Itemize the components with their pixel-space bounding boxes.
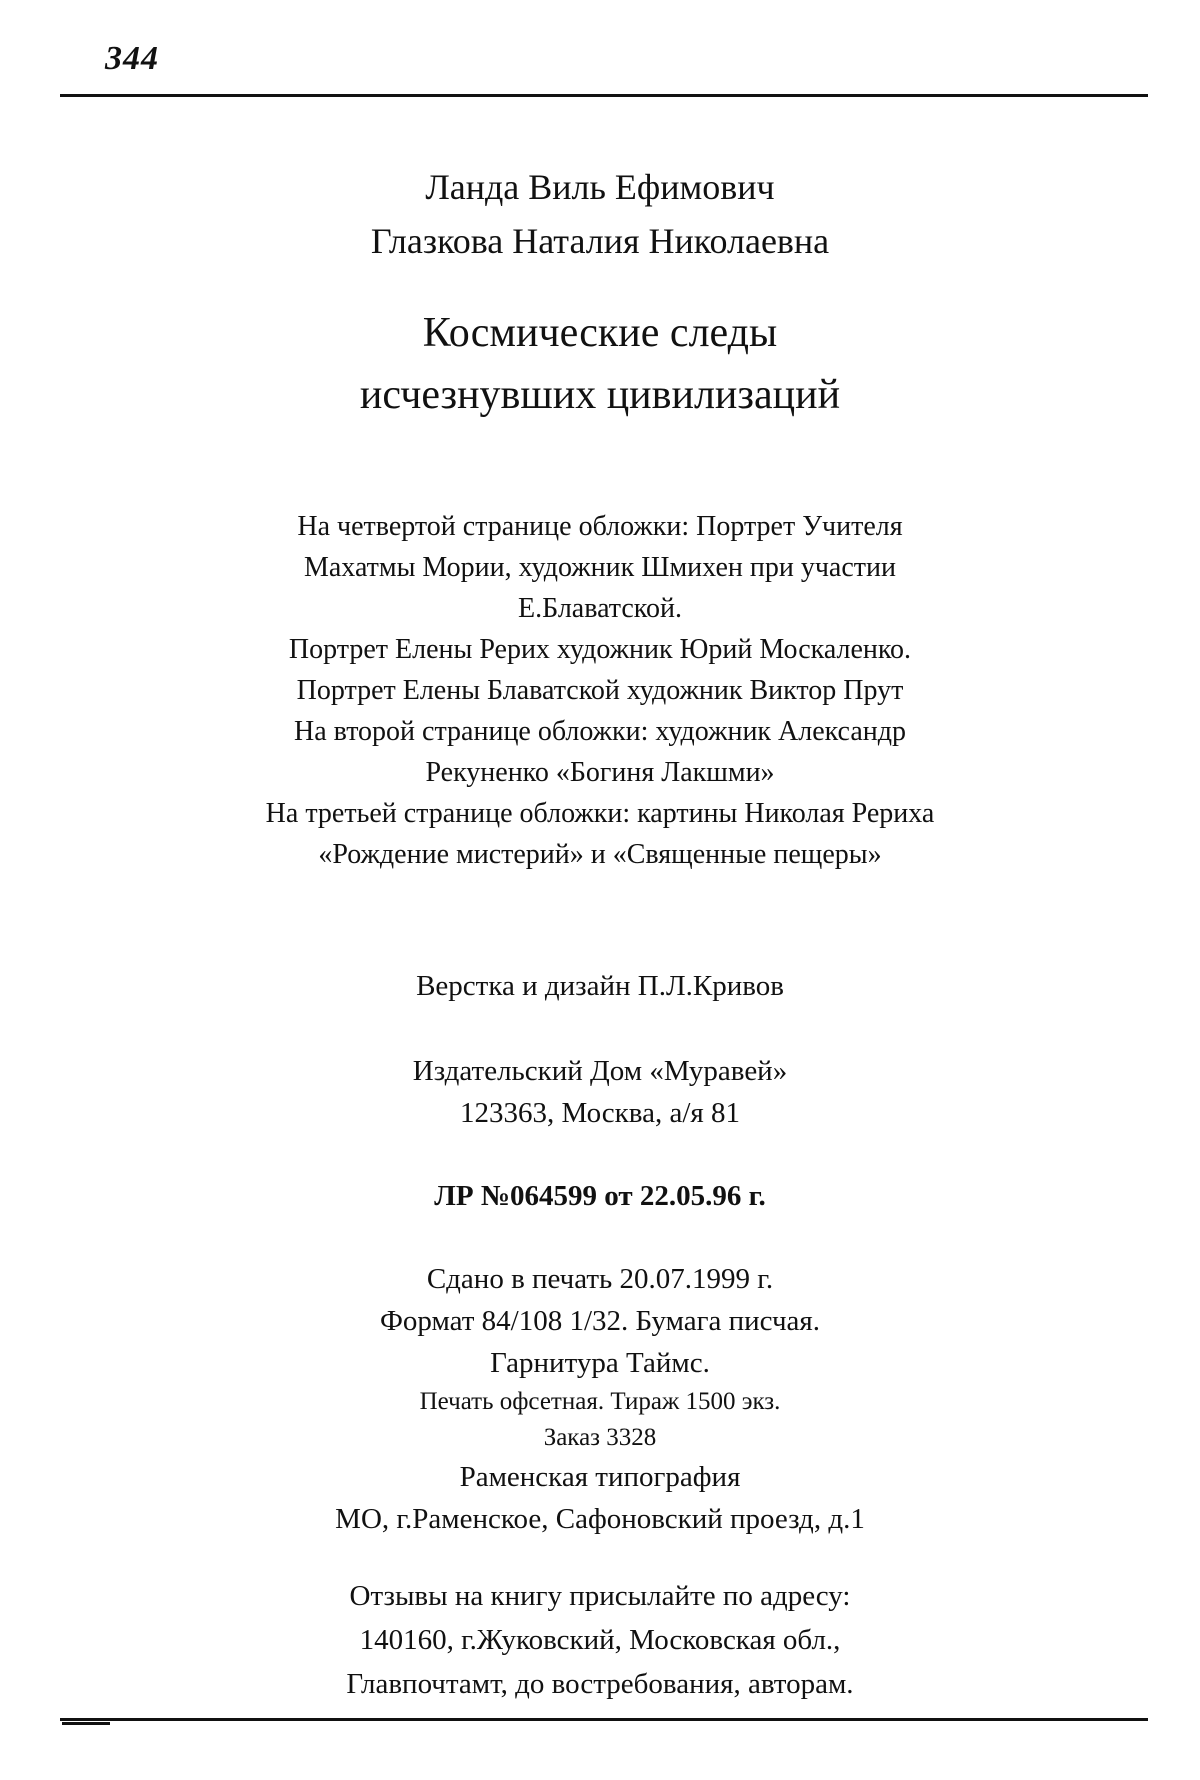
book-title xyxy=(0,302,1200,426)
footer-rule xyxy=(60,1718,1148,1721)
cover-note-line: На четвертой странице обложки: Портрет Учителя xyxy=(297,511,903,542)
book-title-line: Космические следы xyxy=(422,310,778,356)
print-info-block xyxy=(0,1258,1200,1540)
cover-note-line: На второй странице обложки: художник Александр xyxy=(294,716,906,747)
publisher-name: Издательский Дом «Муравей» xyxy=(412,1055,788,1087)
layout-credit xyxy=(0,966,1200,1006)
printer-name: Раменская типография xyxy=(459,1461,741,1493)
format-paper: Формат 84/108 1/32. Бумага писчая. xyxy=(380,1305,820,1337)
layout-credit-text: Верстка и дизайн П.Л.Кривов xyxy=(416,970,784,1002)
publisher-block xyxy=(0,1050,1200,1134)
header-rule xyxy=(60,94,1148,97)
cover-note-line: На третьей странице обложки: картины Николая Рериха xyxy=(265,798,935,829)
author-name: Ланда Виль Ефимович xyxy=(425,167,775,207)
printer-address: МО, г.Раменское, Сафоновский проезд, д.1 xyxy=(335,1503,865,1535)
typeface: Гарнитура Таймс. xyxy=(490,1347,710,1379)
license-block xyxy=(0,1176,1200,1216)
print-run: Печать офсетная. Тираж 1500 экз. xyxy=(419,1388,781,1415)
sent-to-print: Сдано в печать 20.07.1999 г. xyxy=(426,1263,774,1295)
book-title-line: исчезнувших цивилизаций xyxy=(359,372,841,418)
cover-notes xyxy=(0,506,1200,875)
cover-note-line: Махатмы Мории, художник Шмихен при участии xyxy=(303,552,896,583)
order-number: Заказ 3328 xyxy=(543,1424,657,1451)
cover-note-line: Портрет Елены Блаватской художник Виктор Прут xyxy=(296,675,904,706)
cover-note-line: Рекуненко «Богиня Лакшми» xyxy=(425,757,775,788)
feedback-line: 140160, г.Жуковский, Московская обл., xyxy=(359,1624,841,1656)
authors-block xyxy=(0,160,1200,268)
author-name: Глазкова Наталия Николаевна xyxy=(370,221,830,261)
cover-note-line: Портрет Елены Рерих художник Юрий Москаленко. xyxy=(288,634,912,665)
publisher-address: 123363, Москва, а/я 81 xyxy=(460,1097,740,1129)
cover-note-line: «Рождение мистерий» и «Священные пещеры» xyxy=(318,839,882,870)
cover-note-line: Е.Блаватской. xyxy=(518,593,682,624)
footer-rule-mark xyxy=(62,1722,110,1725)
feedback-line: Главпочтамт, до востребования, авторам. xyxy=(346,1668,854,1700)
feedback-block xyxy=(0,1574,1200,1706)
page-number: 344 xyxy=(105,40,159,77)
feedback-line: Отзывы на книгу присылайте по адресу: xyxy=(349,1580,851,1612)
license-number: ЛР №064599 от 22.05.96 г. xyxy=(434,1180,766,1212)
